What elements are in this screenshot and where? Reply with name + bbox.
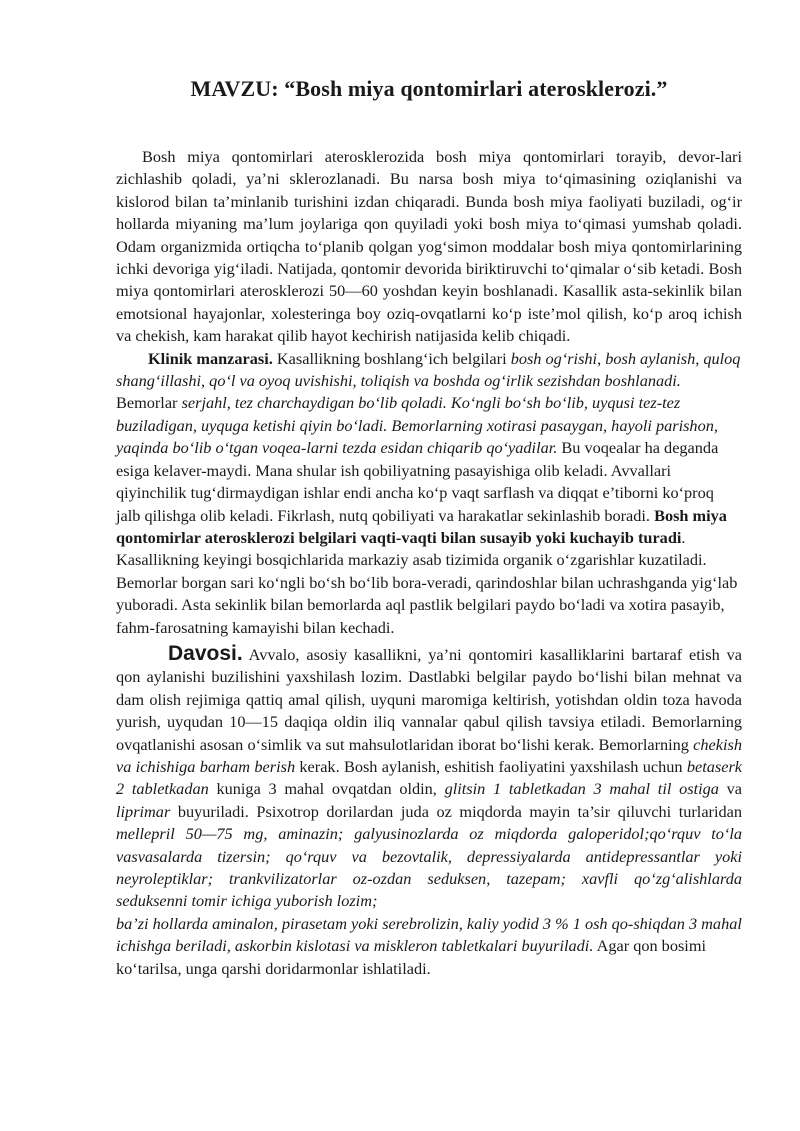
klinik-text-1: Kasallikning boshlang‘ich belgilari (272, 348, 511, 368)
intro-paragraph: Bosh miya qontomirlari aterosklerozida bosh miya qontomirlari torayib, devor-lari zichlashib qoladi, ya’ni sklerozlanadi. Bu narsa bosh miya to‘qimasining oziqlanishi va kislorod bilan ta’minlanib turishini izdan chiqaradi. Bunda bosh miya faoliyati buziladi, og‘ir hollarda miyaning ma’lum joylariga qon quyiladi yoki bosh miya to‘qimasi yumshab qoladi. Odam organizmida ortiqcha to‘planib qolgan yog‘simon moddalar bosh miya qontomirlarining ichki devoriga yig‘iladi. Natijada, qontomir devorida biriktiruvchi to‘qimalar o‘sib ketadi. Bosh miya qontomirlari aterosklerozi 50—60 yoshdan keyin boshlanadi. Kasallik asta-sekinlik bilan emotsional hayajonlar, xolesteringa boy oziq-ovqatlarni ko‘p iste’mol qilish, ko‘p aroq ichish va chekish, kam harakat qilib hayot kechirish natijasida kelib chiqadi. (116, 147, 742, 346)
klinik-bold-1: Bosh miya qontomirlar aterosklerozi belgilari vaqti-vaqti bilan susayib yoki kuchayib turadi (116, 505, 727, 547)
davosi-text-3: kuniga 3 mahal ovqatdan oldin, (208, 779, 445, 799)
davosi-paragraph (116, 643, 742, 913)
page-title: MAVZU: “Bosh miya qontomirlari aterosklerozi.” (190, 76, 668, 101)
last-text: Agar qon bosimi ko‘tarilsa, unga qarshi doridarmonlar ishlatiladi. (116, 936, 707, 978)
davosi-italic-2: betaserk 2 tabletkadan (116, 756, 743, 799)
davosi-italic-5: mellepril 50—75 mg, aminazin; galyusinozlarda oz miqdorda galoperidol;qo‘rquv to‘la vasvasalarda tizersin; qo‘rquv va bezovtalik, depressiyalarda antidepressantlar yoki neyroleptiklar; trankvilizatorlar oz-ozdan seduksen, tazepam; xavfli qo‘zg‘alishlarda seduksenni tomir ichiga yuborish lozim; (116, 824, 742, 911)
davosi-italic-3: glitsin 1 tabletkadan 3 mahal til ostiga (444, 779, 719, 799)
document-page (116, 76, 742, 980)
klinik-paragraph (116, 348, 742, 639)
last-italic: ba’zi hollarda aminalon, pirasetam yoki serebrolizin, kaliy yodid 3 % 1 osh qo-shiqdan 3 mahal ichishga beriladi, askorbin kislotasi va miskleron tabletkalari buyuriladi. (116, 913, 742, 956)
klinik-text-3: Bu voqealar ha deganda esiga kelaver-maydi. Mana shular ish qobiliyatning pasayishiga olib keladi. Avvallari qiyinchilik tug‘dirmaydigan ishlar endi ancha ko‘p vaqt sarflash va diqqat e’tiborni ko‘proq jalb qilishga olib keladi. Fikrlash, nutq qobiliyati va harakatlar sekinlashib boradi. (116, 438, 719, 525)
davosi-text-1: Avvalo, asosiy kasallikni, ya’ni qontomiri kasalliklarini bartaraf etish va qon aylanishi buzilishini yaxshilash lozim. Dastlabki belgilar paydo bo‘lishi bilan mehnat va dam olish rejimiga qattiq amal qilish, uyquni maromiga keltirish, yotishdan oldin toza havoda yurish, uyqudan 10—15 daqiqa oldin iliq vannalar qabul qilish tavsiya etiladi. Bemorlarning ovqatlanishi asosan o‘simlik va sut mahsulotlaridan iborat bo‘lishi kerak. Bemorlarning (116, 644, 742, 754)
klinik-italic-1: bosh og‘rishi, bosh aylanish, quloq shang‘illashi, qo‘l va oyoq uvishishi, toliqish va boshda og‘irlik sezishdan boshlanadi. (116, 348, 741, 391)
davosi-text-4: va (718, 779, 743, 799)
klinik-heading: Klinik manzarasi. (148, 348, 273, 368)
klinik-italic-2: serjahl, tez charchaydigan bo‘lib qoladi. Ko‘ngli bo‘sh bo‘lib, uyqusi tez-tez buziladigan, uyquga ketishi qiyin bo‘ladi. Bemorlarning xotirasi pasaygan, hayoli parishon, yaqinda bo‘lib o‘tgan voqea-larni tezda esidan chiqarib qo‘yadilar. (116, 393, 718, 458)
klinik-text-4: . Kasallikning keyingi bosqichlarida markaziy asab tizimida organik o‘zgarishlar kuzatiladi. Bemorlar borgan sari ko‘ngli bo‘sh bo‘lib bora-veradi, qarindoshlar bilan uchrashganda yig‘lab yuboradi. Asta sekinlik bilan bemorlarda aql pastlik belgilari paydo bo‘ladi va xotira pasayib, fahm-farosatning kamayishi bilan kechadi. (116, 527, 738, 637)
davosi-italic-1: chekish va ichishiga barham berish (116, 734, 742, 776)
davosi-text-2: kerak. Bosh aylanish, eshitish faoliyatini yaxshilash uchun (295, 756, 687, 776)
davosi-text-5: buyuriladi. Psixotrop dorilardan juda oz miqdorda mayin ta’sir qiluvchi turlaridan (170, 801, 742, 821)
klinik-text-2: Bemorlar (116, 393, 182, 413)
last-paragraph (116, 913, 742, 980)
davosi-italic-4: liprimar (116, 801, 171, 821)
davosi-heading: Davosi. (168, 641, 243, 665)
